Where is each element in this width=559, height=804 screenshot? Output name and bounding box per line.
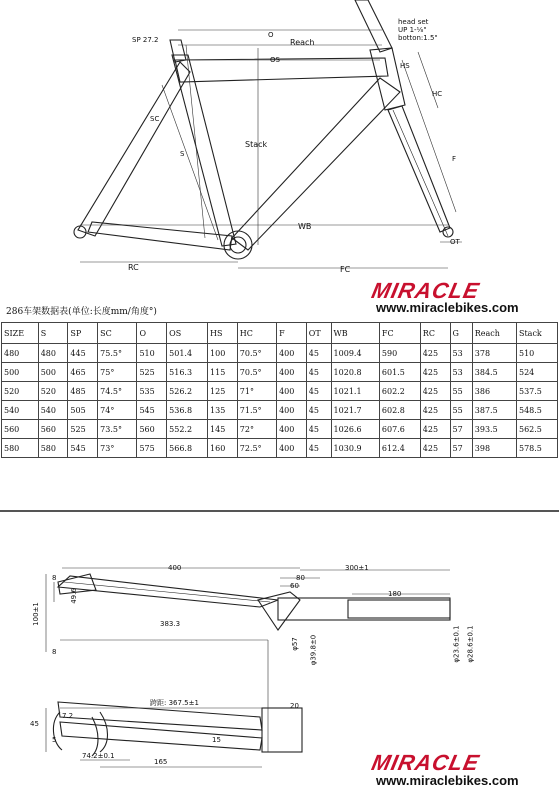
fork-label-80: 80 [296,574,305,582]
table-cell: 386 [472,382,516,401]
table-header-row [2,323,558,344]
label-f: F [452,155,457,163]
table-cell: 602.2 [379,382,420,401]
table-header-cell: HC [237,323,276,344]
fork-label-383: 383.3 [160,620,181,628]
table-cell: 100 [208,344,238,363]
table-cell: 500 [2,363,39,382]
table-cell: 45 [306,344,331,363]
table-cell: 575 [137,439,167,458]
table-cell: 465 [68,363,98,382]
table-cell: 145 [208,420,238,439]
label-reach: Reach [290,38,315,47]
table-cell: 562.5 [516,420,557,439]
table-cell: 1021.7 [331,401,379,420]
table-cell: 400 [277,420,307,439]
label-sp: SP 27.2 [132,36,159,44]
table-cell: 560 [2,420,39,439]
table-cell: 55 [450,382,472,401]
table-cell: 560 [137,420,167,439]
brand-logo-top: MIRACLE [369,278,482,303]
geometry-table [1,322,558,458]
table-header-cell: Reach [472,323,516,344]
label-os: OS [270,56,280,64]
table-header-cell: WB [331,323,379,344]
table-cell: 72.5° [237,439,276,458]
table-cell: 1020.8 [331,363,379,382]
table-cell: 45 [306,382,331,401]
table-cell: 1026.6 [331,420,379,439]
table-cell: 70.5° [237,344,276,363]
table-row [2,439,558,458]
table-cell: 602.8 [379,401,420,420]
table-header-cell: OS [167,323,208,344]
fork-label-phi286: φ28.6±0.1 [466,625,475,663]
table-row [2,420,558,439]
table-cell: 1030.9 [331,439,379,458]
table-cell: 74° [98,401,137,420]
fork-label-wheelbase: 跨距: 367.5±1 [150,699,199,707]
table-row [2,344,558,363]
table-cell: 387.5 [472,401,516,420]
table-cell: 480 [38,344,68,363]
table-cell: 520 [2,382,39,401]
fork-label-45: 45 [30,720,39,728]
label-hc: HC [432,90,443,98]
label-stack: Stack [245,140,268,149]
fork-label-742: 74.2±0.1 [82,752,115,760]
table-header-cell: O [137,323,167,344]
brand-logo-bottom: MIRACLE [369,750,482,775]
fork-label-300: 300±1 [345,564,369,572]
table-cell: 425 [420,401,450,420]
table-cell: 612.4 [379,439,420,458]
table-cell: 560 [38,420,68,439]
fork-label-phi57: φ57 [290,637,299,651]
table-cell: 548.5 [516,401,557,420]
table-cell: 580 [38,439,68,458]
table-cell: 425 [420,439,450,458]
table-header-cell: HS [208,323,238,344]
label-rc: RC [128,263,139,272]
fork-label-phi398: φ39.8±0 [309,634,318,666]
frame-outline [0,0,559,300]
table-cell: 540 [2,401,39,420]
table-row [2,401,558,420]
table-cell: 45 [306,401,331,420]
table-header-cell: SC [98,323,137,344]
fork-label-8a: 8 [52,574,57,582]
table-cell: 524 [516,363,557,382]
table-cell: 425 [420,420,450,439]
table-cell: 400 [277,344,307,363]
table-cell: 516.3 [167,363,208,382]
label-sc: SC [150,115,160,123]
fork-label-5: 5 [52,736,57,744]
table-cell: 607.6 [379,420,420,439]
table-cell: 400 [277,439,307,458]
table-cell: 540 [38,401,68,420]
table-cell: 601.5 [379,363,420,382]
label-fc: FC [340,265,351,274]
table-cell: 73.5° [98,420,137,439]
label-headset-3: botton:1.5" [398,34,438,42]
table-cell: 398 [472,439,516,458]
fork-label-165: 165 [154,758,168,766]
table-cell: 53 [450,344,472,363]
table-cell: 505 [68,401,98,420]
table-cell: 393.5 [472,420,516,439]
table-cell: 125 [208,382,238,401]
table-cell: 525 [68,420,98,439]
table-cell: 384.5 [472,363,516,382]
table-header-cell: S [38,323,68,344]
table-cell: 536.8 [167,401,208,420]
table-cell: 135 [208,401,238,420]
table-cell: 72° [237,420,276,439]
fork-label-8b: 8 [52,648,57,656]
table-cell: 378 [472,344,516,363]
table-header-cell: RC [420,323,450,344]
table-header-cell: FC [379,323,420,344]
label-ot: OT [450,238,460,246]
table-cell: 53 [450,363,472,382]
table-cell: 445 [68,344,98,363]
table-cell: 75.5° [98,344,137,363]
label-s: S [180,150,185,158]
table-cell: 510 [137,344,167,363]
table-cell: 590 [379,344,420,363]
table-cell: 45 [306,439,331,458]
label-o: O [268,31,274,39]
table-cell: 45 [306,420,331,439]
table-cell: 57 [450,420,472,439]
table-cell: 425 [420,382,450,401]
table-cell: 75° [98,363,137,382]
table-cell: 425 [420,363,450,382]
table-cell: 566.8 [167,439,208,458]
label-headset-2: UP 1-⅛" [398,26,427,34]
table-cell: 501.4 [167,344,208,363]
table-cell: 425 [420,344,450,363]
table-cell: 500 [38,363,68,382]
table-row [2,382,558,401]
table-cell: 70.5° [237,363,276,382]
table-cell: 510 [516,344,557,363]
table-cell: 552.2 [167,420,208,439]
label-headset-1: head set [398,18,429,26]
table-body [2,344,558,458]
table-cell: 520 [38,382,68,401]
table-cell: 545 [68,439,98,458]
table-cell: 45 [306,363,331,382]
table-header-cell: Stack [516,323,557,344]
table-cell: 580 [2,439,39,458]
table-cell: 480 [2,344,39,363]
table-row [2,363,558,382]
brand-url-bottom: www.miraclebikes.com [376,773,519,788]
table-cell: 74.5° [98,382,137,401]
table-cell: 57 [450,439,472,458]
table-cell: 55 [450,401,472,420]
table-cell: 1009.4 [331,344,379,363]
table-cell: 400 [277,382,307,401]
table-cell: 400 [277,401,307,420]
fork-label-60: 60 [290,582,299,590]
table-cell: 526.2 [167,382,208,401]
table-cell: 115 [208,363,238,382]
table-cell: 537.5 [516,382,557,401]
brand-url-top: www.miraclebikes.com [376,300,519,315]
fork-label-180: 180 [388,590,402,598]
fork-label-49: 49.6 [69,588,78,604]
table-header-cell: SP [68,323,98,344]
table-cell: 400 [277,363,307,382]
label-hs: HS [400,62,410,70]
fork-label-100: 100±1 [31,602,40,626]
table-cell: 71° [237,382,276,401]
fork-label-15: 15 [212,736,221,744]
table-cell: 578.5 [516,439,557,458]
fork-label-72: 7.2 [62,712,74,720]
table-cell: 160 [208,439,238,458]
frame-geometry-drawing [0,0,559,300]
fork-label-20: 20 [290,702,299,710]
fork-label-phi236: φ23.6±0.1 [452,625,461,663]
table-header-cell: G [450,323,472,344]
table-cell: 525 [137,363,167,382]
table-cell: 535 [137,382,167,401]
table-header-cell: F [277,323,307,344]
table-header-cell: SIZE [2,323,39,344]
fork-label-400: 400 [168,564,182,572]
table-cell: 71.5° [237,401,276,420]
table-cell: 73° [98,439,137,458]
table-title: 286车架数据表(单位:长度mm/角度°) [6,307,157,317]
table-cell: 1021.1 [331,382,379,401]
label-wb: WB [298,222,312,231]
table-header-cell: OT [306,323,331,344]
table-cell: 485 [68,382,98,401]
table-cell: 545 [137,401,167,420]
